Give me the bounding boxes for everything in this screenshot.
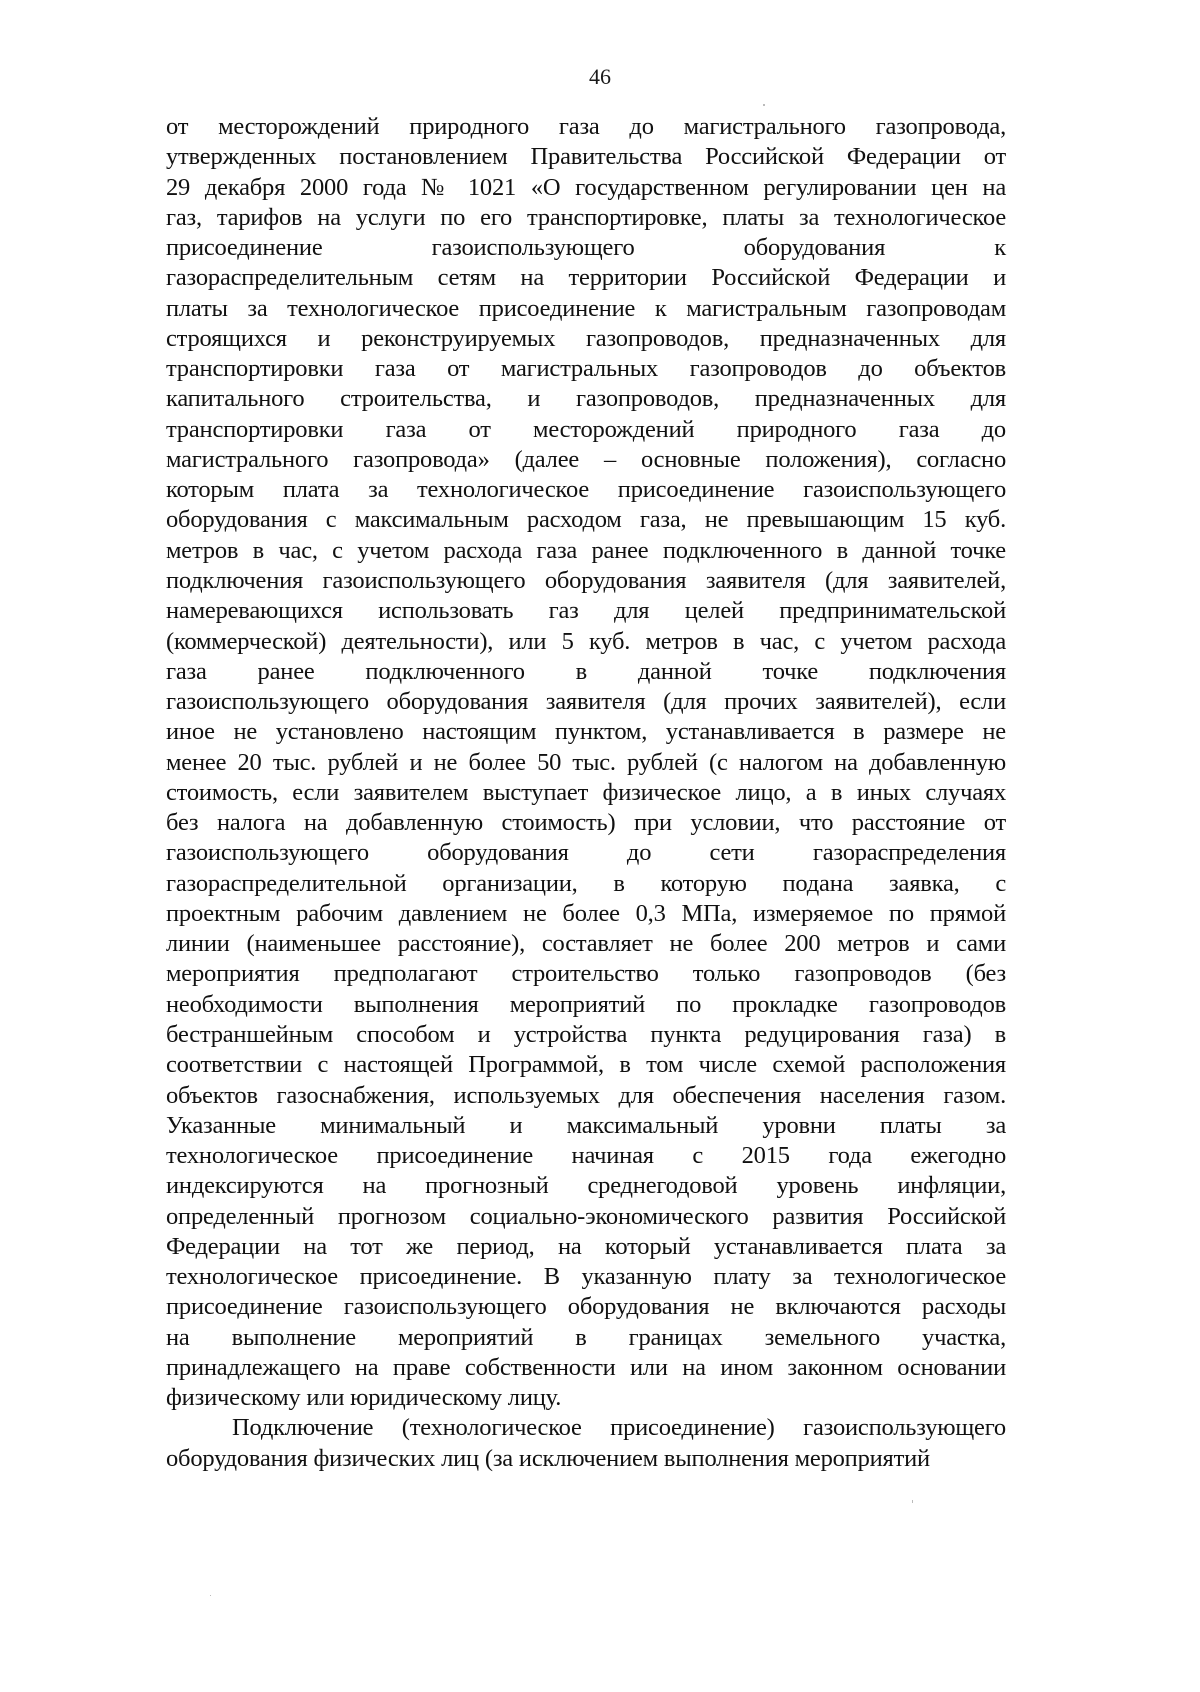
text-line: стоимость, если заявителем выступает физическое лицо, а в иных случаях: [166, 778, 1006, 806]
text-line: капитального строительства, и газопроводов, предназначенных для: [166, 385, 1006, 413]
text-line: проектным рабочим давлением не более 0,3 МПа, измеряемое по прямой: [166, 899, 1006, 927]
page-number: 46: [589, 64, 611, 89]
text-line: линии (наименьшее расстояние), составляет не более 200 метров и сами: [166, 930, 1006, 958]
text-line: газораспределительной организации, в которую подана заявка, с: [166, 869, 1006, 897]
text-line: соответствии с настоящей Программой, в том числе схемой расположения: [166, 1051, 1006, 1079]
text-line: Указанные минимальный и максимальный уровни платы за: [166, 1111, 1006, 1139]
text-line: транспортировки газа от магистральных газопроводов до объектов: [166, 355, 1006, 383]
paragraph: [166, 1413, 1006, 1474]
text-line: определенный прогнозом социально-экономического развития Российской: [166, 1202, 1006, 1230]
scan-speck: [210, 1595, 211, 1596]
document-body: [166, 112, 1006, 1474]
paragraph: [166, 112, 1006, 1413]
text-line: принадлежащего на праве собственности или на ином законном основании: [166, 1353, 1006, 1381]
text-line: присоединение газоиспользующего оборудования не включаются расходы: [166, 1293, 1006, 1321]
text-line: газоиспользующего оборудования до сети газораспределения: [166, 839, 1006, 867]
text-line: технологическое присоединение. В указанную плату за технологическое: [166, 1263, 1006, 1291]
text-line: оборудования с максимальным расходом газа, не превышающим 15 куб.: [166, 506, 1006, 534]
text-line: иное не установлено настоящим пунктом, устанавливается в размере не: [166, 718, 1006, 746]
text-line: газа ранее подключенного в данной точке подключения: [166, 657, 1006, 685]
text-line: магистрального газопровода» (далее – основные положения), согласно: [166, 445, 1006, 473]
text-line: индексируются на прогнозный среднегодовой уровень инфляции,: [166, 1172, 1006, 1200]
text-line: транспортировки газа от месторождений природного газа до: [166, 415, 1006, 443]
text-line: платы за технологическое присоединение к магистральным газопроводам: [166, 294, 1006, 322]
text-line: без налога на добавленную стоимость) при условии, что расстояние от: [166, 809, 1006, 837]
text-line: газоиспользующего оборудования заявителя (для прочих заявителей), если: [166, 688, 1006, 716]
text-line: физическому или юридическому лицу.: [166, 1384, 562, 1412]
text-line: присоединение газоиспользующего оборудования к: [166, 234, 1006, 262]
text-line: менее 20 тыс. рублей и не более 50 тыс. рублей (с налогом на добавленную: [166, 748, 1006, 776]
text-line: утвержденных постановлением Правительства Российской Федерации от: [166, 143, 1006, 171]
text-line: на выполнение мероприятий в границах земельного участка,: [166, 1323, 1006, 1351]
text-line: от месторождений природного газа до магистрального газопровода,: [166, 113, 1006, 140]
text-line: оборудования физических лиц (за исключением выполнения мероприятий: [166, 1444, 930, 1472]
text-line: объектов газоснабжения, используемых для обеспечения населения газом.: [166, 1081, 1006, 1109]
text-line: технологическое присоединение начиная с 2015 года ежегодно: [166, 1142, 1006, 1170]
text-line: строящихся и реконструируемых газопроводов, предназначенных для: [166, 324, 1006, 352]
text-line: метров в час, с учетом расхода газа ранее подключенного в данной точке: [166, 536, 1006, 564]
text-line: 29 декабря 2000 года № 1021 «О государственном регулировании цен на: [166, 173, 1006, 201]
text-line: которым плата за технологическое присоединение газоиспользующего: [166, 476, 1006, 504]
text-line: подключения газоиспользующего оборудования заявителя (для заявителей,: [166, 566, 1006, 594]
scan-speck: [763, 104, 765, 106]
text-line: намеревающихся использовать газ для целей предпринимательской: [166, 597, 1006, 625]
text-line: Федерации на тот же период, на который устанавливается плата за: [166, 1232, 1006, 1260]
text-line: Подключение (технологическое присоединение) газоиспользующего: [232, 1414, 1006, 1442]
scan-speck: [912, 1500, 913, 1503]
text-line: (коммерческой) деятельности), или 5 куб. метров в час, с учетом расхода: [166, 627, 1006, 655]
text-line: бестраншейным способом и устройства пункта редуцирования газа) в: [166, 1020, 1006, 1048]
text-line: необходимости выполнения мероприятий по прокладке газопроводов: [166, 990, 1006, 1018]
text-line: мероприятия предполагают строительство только газопроводов (без: [166, 960, 1006, 988]
text-line: газораспределительным сетям на территории Российской Федерации и: [166, 264, 1006, 292]
text-line: газ, тарифов на услуги по его транспортировке, платы за технологическое: [166, 203, 1006, 231]
